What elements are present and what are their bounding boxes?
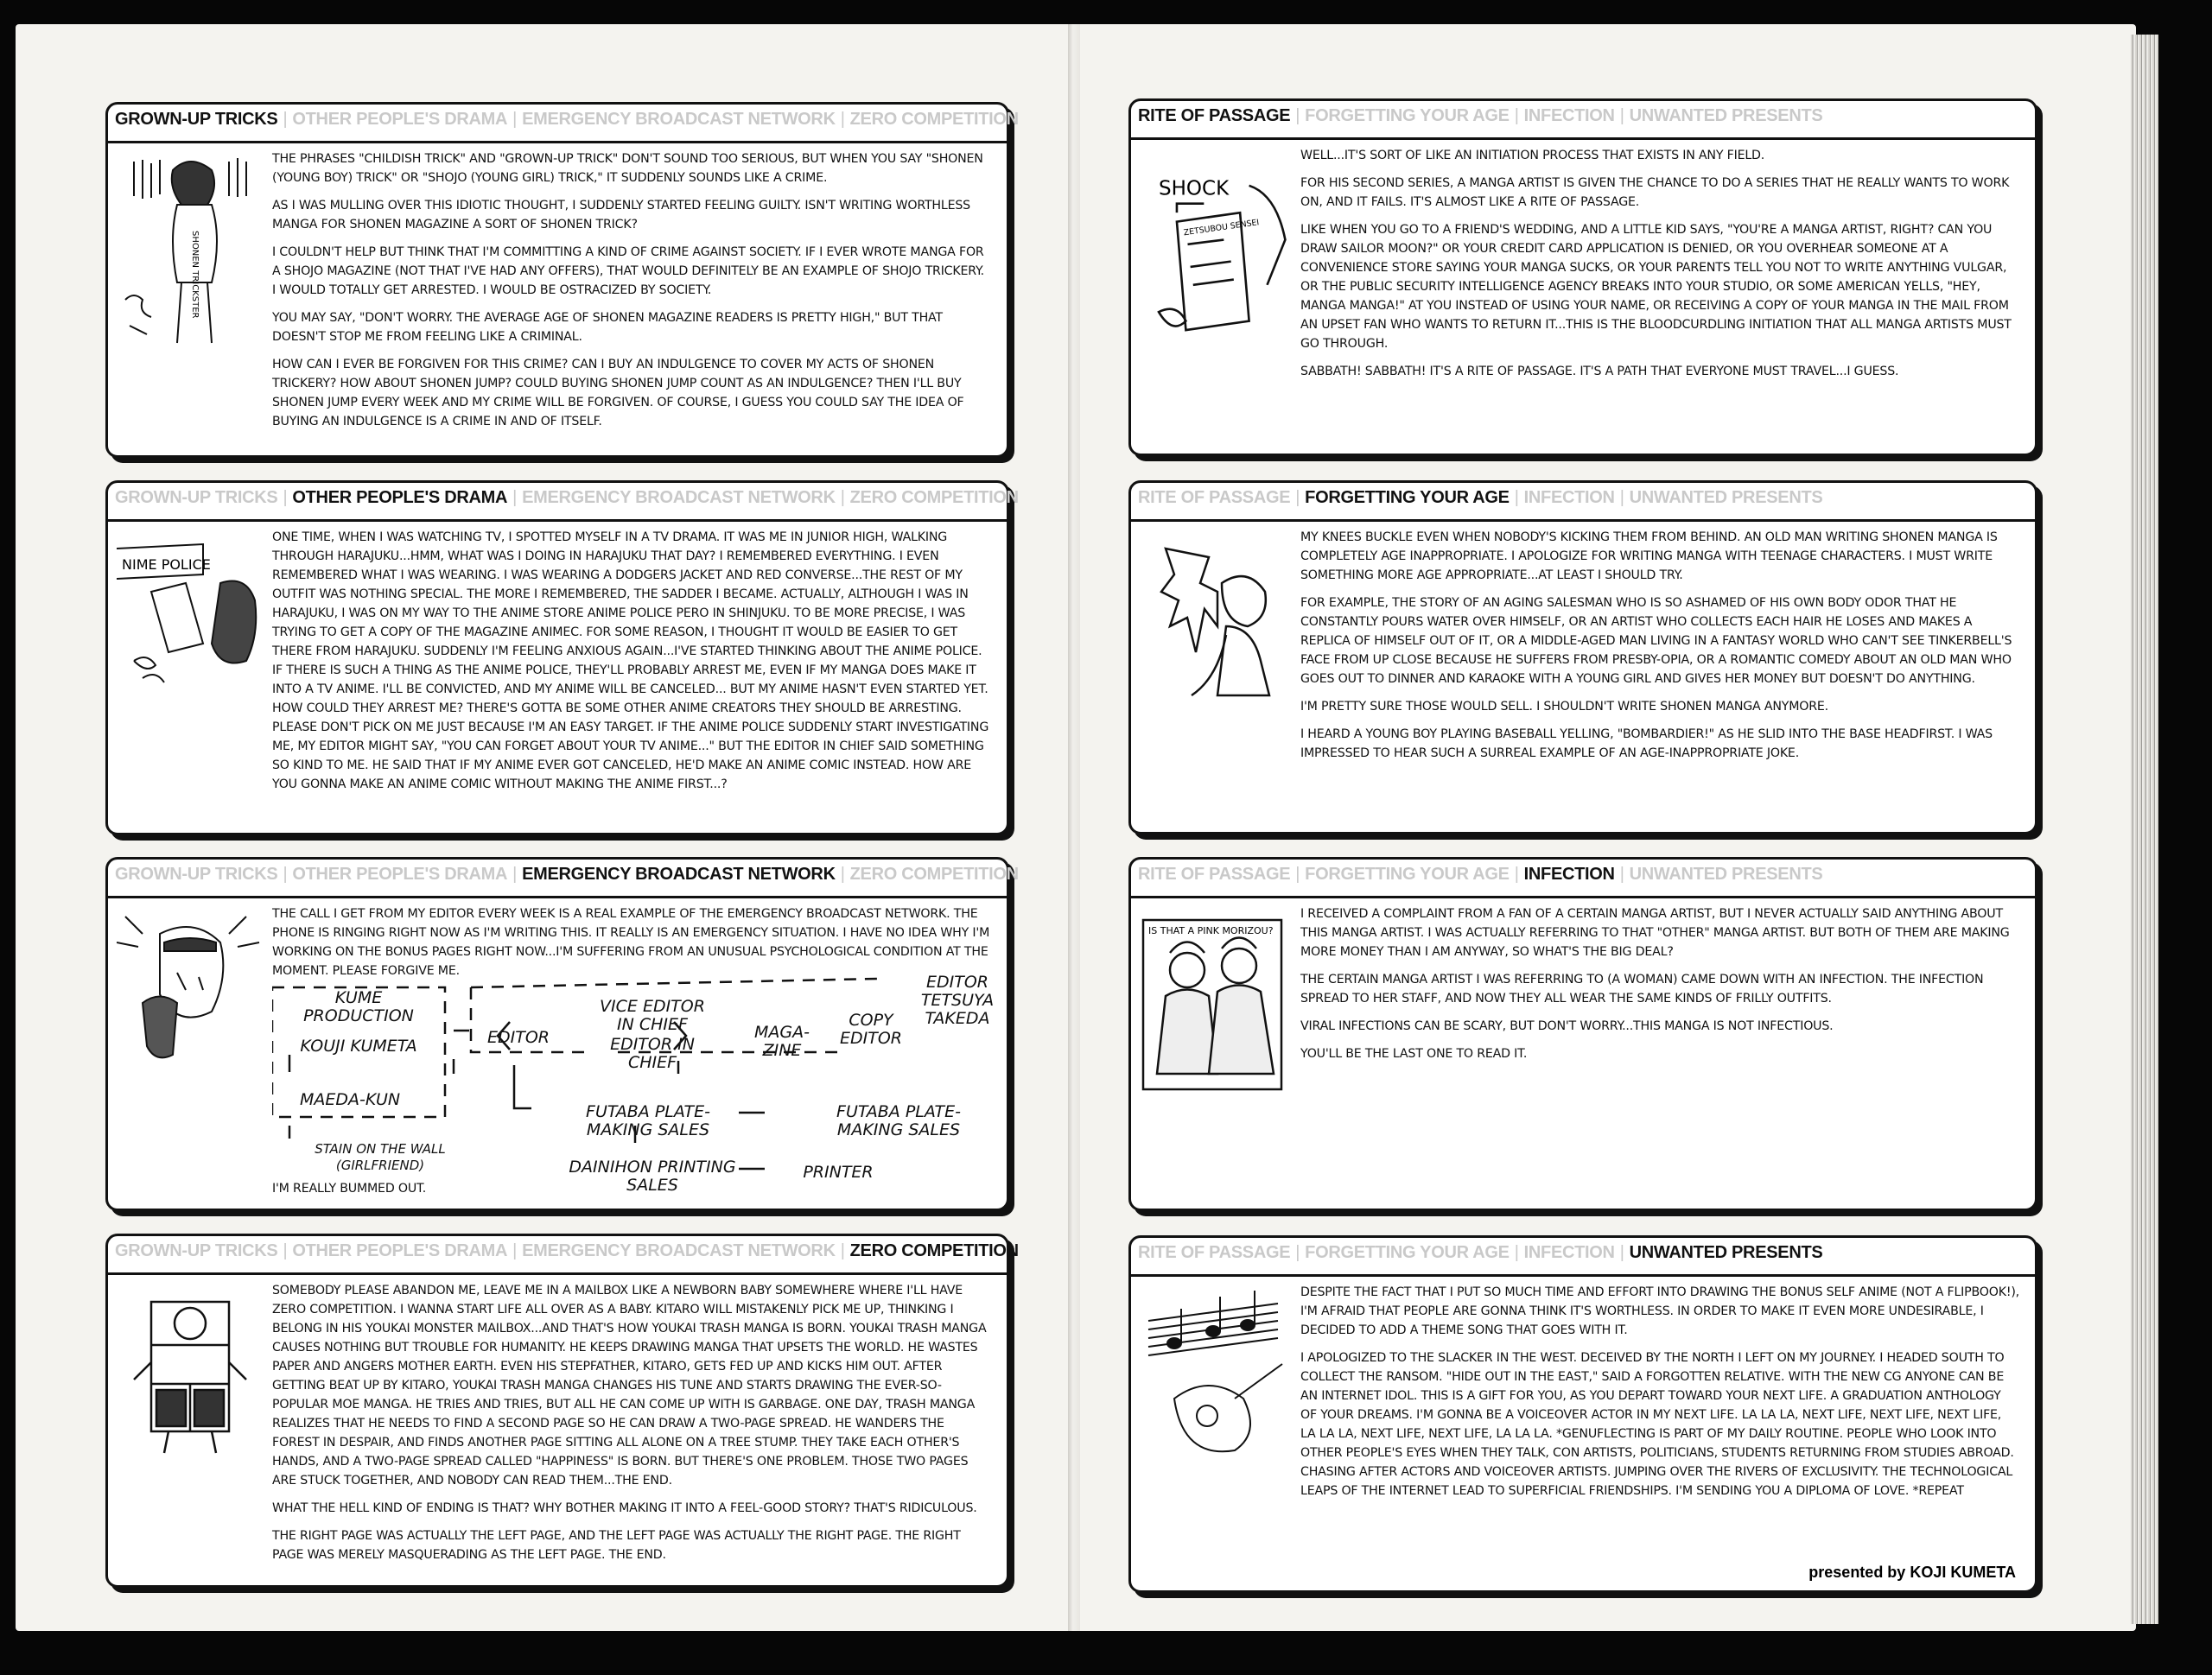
paragraph: AS I WAS MULLING OVER THIS IDIOTIC THOUGHT, I SUDDENLY STARTED FEELING GUILTY. ISN'T WRITING WORTHLESS MANGA FOR SHONEN MAGAZINE A SORT OF SHONEN TRICK? xyxy=(272,199,970,232)
paragraph: I HEARD A YOUNG BOY PLAYING BASEBALL YELLING, "BOMBARDIER!" AS HE SLID INTO THE BASE HEADFIRST. I WAS IMPRESSED TO HEAR SUCH A SURREAL EXAMPLE OF AN AGE-INAPPROPRIATE JOKE. xyxy=(1300,727,1993,760)
tab-grown-up-tricks: GROWN-UP TRICKS xyxy=(115,110,278,129)
paragraph: THE CALL I GET FROM MY EDITOR EVERY WEEK IS A REAL EXAMPLE OF THE EMERGENCY BROADCAST NETWORK. THE PHONE IS RINGING RIGHT NOW AS I'M WRITING THIS. IT REALLY IS AN EMERGENCY SITUATION. I HAVE NO IDEA WHY I'M WORKING ON THE BONUS PAGES RIGHT NOW...I'M SUFFERING FROM AN UNUSUAL PSYCHOLOGICAL CONDITION AT THE MOMENT. PLEASE FORGIVE ME. xyxy=(272,907,990,978)
tab-forgetting-your-age: FORGETTING YOUR AGE xyxy=(1305,106,1510,125)
paragraph: VIRAL INFECTIONS CAN BE SCARY, BUT DON'T WORRY...THIS MANGA IS NOT INFECTIOUS. xyxy=(1300,1019,1834,1033)
tab-other-peoples-drama: OTHER PEOPLE'S DRAMA xyxy=(292,865,508,884)
panel-divider xyxy=(1131,137,2035,140)
page-edges xyxy=(2131,35,2158,1624)
infection-text xyxy=(1300,904,2019,1072)
tab-other-peoples-drama: OTHER PEOPLE'S DRAMA xyxy=(292,1241,508,1260)
panel-divider xyxy=(108,896,1007,898)
author-credit: presented by KOJI KUMETA xyxy=(1808,1564,2016,1581)
panel-other-peoples-drama xyxy=(105,480,1019,835)
panel-divider xyxy=(108,1272,1007,1275)
tab-grown-up-tricks: GROWN-UP TRICKS xyxy=(115,1241,278,1260)
org-editor-in-chief: EDITOR IN CHIEF xyxy=(610,1035,695,1072)
art-label-book: ZETSUBOU SENSEI xyxy=(1183,218,1260,238)
emergency-footer xyxy=(272,1179,618,1207)
guitar-music-illustration xyxy=(1140,1286,1287,1459)
other-peoples-drama-text xyxy=(272,528,991,803)
tab-emergency-broadcast-network: EMERGENCY BROADCAST NETWORK xyxy=(522,865,836,884)
tab-unwanted-presents: UNWANTED PRESENTS xyxy=(1629,106,1823,125)
tab-grown-up-tricks: GROWN-UP TRICKS xyxy=(115,488,278,507)
tab-emergency-broadcast-network: EMERGENCY BROADCAST NETWORK xyxy=(522,110,836,129)
paragraph: THE RIGHT PAGE WAS ACTUALLY THE LEFT PAGE, AND THE LEFT PAGE WAS ACTUALLY THE RIGHT PAGE. THE RIGHT PAGE WAS MERELY MASQUERADING AS THE LEFT PAGE. THE END. xyxy=(272,1529,961,1562)
tab-forgetting-your-age: FORGETTING YOUR AGE xyxy=(1305,488,1510,507)
paragraph: THE CERTAIN MANGA ARTIST I WAS REFERRING TO (A WOMAN) CAME DOWN WITH AN INFECTION. THE INFECTION SPREAD TO HER STAFF, AND NOW THEY ALL WEAR THE SAME KINDS OF FRILLY OUTFITS. xyxy=(1300,973,1984,1006)
tab-infection: INFECTION xyxy=(1523,1243,1615,1262)
tab-unwanted-presents: UNWANTED PRESENTS xyxy=(1629,865,1823,884)
paragraph: FOR EXAMPLE, THE STORY OF AN AGING SALESMAN WHO IS SO ASHAMED OF HIS OWN BODY ODOR THAT HE CONSTANTLY POURS WATER OVER HIMSELF, OR AN ARTIST WHO COLLECTS EACH HAIR HE LOSES AND MAKES A REPLICA OF HIMSELF OUT OF IT, OR A MIDDLE-AGED MAN LIVING IN A FANTASY WORLD WHO CAN'T SEE TINKERBELL'S FACE FROM UP CLOSE BECAUSE HE SUFFERS FROM PRESBY-OPIA, OR A ROMANTIC COMEDY ABOUT AN OLD MAN WHO GOES OUT TO DINNER AND KARAOKE WITH A YOUNG GIRL AND GIVES HER MONEY BUT DOESN'T DO ANYTHING. xyxy=(1300,596,2012,686)
panel-tab-bar: RITE OF PASSAGE | FORGETTING YOUR AGE | INFECTION | UNWANTED PRESENTS xyxy=(1138,1243,1823,1262)
panel-zero-competition xyxy=(105,1234,1019,1588)
forgetting-your-age-text xyxy=(1300,528,2019,771)
tab-rite-of-passage: RITE OF PASSAGE xyxy=(1138,488,1291,507)
shonen-trickster-illustration xyxy=(117,153,264,352)
panel-grown-up-tricks xyxy=(105,102,1019,458)
paragraph: YOU'LL BE THE LAST ONE TO READ IT. xyxy=(1300,1047,1528,1061)
panel-tab-bar: GROWN-UP TRICKS | OTHER PEOPLE'S DRAMA | EMERGENCY BROADCAST NETWORK | ZERO COMPETITION xyxy=(115,1241,1019,1260)
paragraph: SOMEBODY PLEASE ABANDON ME, LEAVE ME IN A MAILBOX LIKE A NEWBORN BABY SOMEWHERE WHERE I'LL HAVE ZERO COMPETITION. I WANNA START LIFE ALL OVER AS A BABY. KITARO WILL MISTAKENLY PICK ME UP, THINKING I BELONG IN HIS YOUKAI MONSTER MAILBOX...AND THAT'S HOW YOUKAI TRASH MANGA IS BORN. YOUKAI TRASH MANGA CAUSES NOTHING BUT TROUBLE FOR HUMANITY. HE KEEPS DRAWING MANGA THAT UPSETS THE WORLD. HE WASTES PAPER AND ANGERS MOTHER EARTH. EVEN HIS STEPFATHER, KITARO, GETS FED UP AND KICKS HIM OUT. AFTER GETTING BEAT UP BY KITARO, YOUKAI TRASH MANGA CHANGES HIS TUNE AND STARTS DRAWING THE EVER-SO-POPULAR MOE MANGA. HE TRIES AND TRIES, BUT ALL HE CAN COME UP WITH IS GARBAGE. ONE DAY, TRASH MANGA REALIZES THAT HE NEEDS TO FIND A SECOND PAGE SO HE CAN DRAW A TWO-PAGE SPREAD. HE WANDERS THE FOREST IN DESPAIR, AND FINDS ANOTHER PAGE SITTING ALL ALONE ON A TREE STUMP. THEY TAKE EACH OTHER'S HANDS, AND A TWO-PAGE SPREAD CALLED "HAPPINESS" IS BORN. BUT THERE'S ONE PROBLEM. THOSE TWO PAGES ARE STUCK TOGETHER, AND NOBODY CAN READ THEM...THE END. xyxy=(272,1284,987,1488)
panel-tab-bar: GROWN-UP TRICKS | OTHER PEOPLE'S DRAMA | EMERGENCY BROADCAST NETWORK | ZERO COMPETITION xyxy=(115,488,1019,507)
org-editor: EDITOR xyxy=(486,1028,550,1047)
org-stain-on-wall: STAIN ON THE WALL (GIRLFRIEND) xyxy=(315,1141,446,1173)
rite-of-passage-text xyxy=(1300,146,2019,390)
panel-tab-bar: RITE OF PASSAGE | FORGETTING YOUR AGE | INFECTION | UNWANTED PRESENTS xyxy=(1138,488,1823,507)
paragraph: LIKE WHEN YOU GO TO A FRIEND'S WEDDING, AND A LITTLE KID SAYS, "YOU'RE A MANGA ARTIST, RIGHT? CAN YOU DRAW SAILOR MOON?" OR YOUR CREDIT CARD APPLICATION IS DENIED, OR YOU OVERHEAR SOMEONE AT A CONVENIENCE STORE SAYING YOUR MANGA SUCKS, OR YOUR PARENTS TELL YOU NOT TO WRITE ANYTHING VULGAR, OR THE PUBLIC SECURITY INTELLIGENCE AGENCY BREAKS INTO YOUR STUDIO, OR SOME AMERICAN YELLS, "HEY, MANGA MANGA!" AT YOU INSTEAD OF USING YOUR NAME, OR RECEIVING A COPY OF YOUR MANGA IN THE MAIL FROM AN UPSET FAN WHO WANTS TO RETURN IT...THIS IS THE BLOODCURDLING INITIATION THAT ALL MANGA ARTISTS MUST GO THROUGH. xyxy=(1300,223,2012,351)
tab-forgetting-your-age: FORGETTING YOUR AGE xyxy=(1305,1243,1510,1262)
tab-rite-of-passage: RITE OF PASSAGE xyxy=(1138,865,1291,884)
tab-emergency-broadcast-network: EMERGENCY BROADCAST NETWORK xyxy=(522,1241,836,1260)
tab-other-peoples-drama: OTHER PEOPLE'S DRAMA xyxy=(292,110,508,129)
org-editor-tetsuya-takeda: EDITOR TETSUYA TAKEDA xyxy=(920,973,995,1028)
phone-call-illustration xyxy=(117,908,264,1081)
panel-forgetting-your-age xyxy=(1128,480,2037,834)
tab-rite-of-passage: RITE OF PASSAGE xyxy=(1138,1243,1291,1262)
panel-rite-of-passage xyxy=(1128,98,2037,456)
anime-police-illustration xyxy=(117,531,264,704)
tab-zero-competition: ZERO COMPETITION xyxy=(849,865,1019,884)
paragraph: I'M PRETTY SURE THOSE WOULD SELL. I SHOULDN'T WRITE SHONEN MANGA ANYMORE. xyxy=(1300,700,1828,714)
org-dainihon-printing: DAINIHON PRINTING SALES xyxy=(569,1158,736,1195)
grown-up-tricks-text xyxy=(272,149,991,440)
art-label: SHONEN TRICKSTER xyxy=(190,231,200,319)
frilly-outfits-illustration xyxy=(1140,918,1287,1091)
tab-infection: INFECTION xyxy=(1523,865,1615,884)
panel-divider xyxy=(108,519,1007,522)
tab-zero-competition: ZERO COMPETITION xyxy=(849,1241,1019,1260)
shock-illustration xyxy=(1140,149,1295,348)
panel-divider xyxy=(1131,896,2035,898)
paragraph: I APOLOGIZED TO THE SLACKER IN THE WEST. DECEIVED BY THE NORTH I LEFT ON MY JOURNEY. I HEADED SOUTH TO COLLECT THE RANSOM. "HIDE OUT IN THE EAST," SAID A FORGOTTEN RELATIVE. WITH THE NEW CG ANYONE CAN BE AN INTERNET IDOL. THIS IS A GIFT FOR YOU, AS YOU DEPART TOWARD YOUR NEXT LIFE. A GRADUATION ANTHOLOGY OF YOUR DREAMS. I'M GONNA BE A VOICEOVER ACTOR IN MY NEXT LIFE. LA LA LA, NEXT LIFE, NEXT LIFE, NEXT LIFE, LA LA LA, NEXT LIFE, NEXT LIFE, LA LA LA. *GENUFLECTING IS PART OF MY DAILY ROUTINE. PEOPLE WHO LOOK INTO OTHER PEOPLE'S EYES WHEN THEY TALK, CON ARTISTS, POLITICIANS, STUDENTS RETURNING FROM STUDIES ABROAD. CHASING AFTER ACTORS AND VOICEOVER ARTISTS. JUMPING OVER THE RIVERS OF EXCLUSIVITY. THE TECHNOLOGICAL LEAPS OF THE INTERNET LEAD TO SUPERFICIAL FRIENDSHIPS. I'M SENDING YOU A DIPLOMA OF LOVE. *REPEAT xyxy=(1300,1351,2014,1498)
footer-text: I'M REALLY BUMMED OUT. xyxy=(272,1182,427,1196)
panel-divider xyxy=(1131,1274,2035,1277)
org-futaba-plate-making-2: FUTABA PLATE- MAKING SALES xyxy=(836,1102,961,1139)
art-label: IS THAT A PINK MORIZOU? xyxy=(1148,925,1274,936)
old-man-illustration xyxy=(1140,531,1287,704)
paragraph: ONE TIME, WHEN I WAS WATCHING TV, I SPOTTED MYSELF IN A TV DRAMA. IT WAS ME IN JUNIOR HIGH, WALKING THROUGH HARAJUKU...HMM, WHAT WAS I DOING IN HARAJUKU THAT DAY? I REMEMBERED EVERYTHING. I EVEN REMEMBERED WHAT I WAS WEARING. I WAS WEARING A DODGERS JACKET AND RED CONVERSE...THE REST OF MY OUTFIT WAS NOTHING SPECIAL. THE MORE I REMEMBERED, THE SADDER I BECAME. ACTUALLY, ALTHOUGH I WAS IN HARAJUKU, I WAS ON MY WAY TO THE ANIME STORE ANIME POLICE PERO IN SHINJUKU. TO BE MORE PRECISE, I WAS TRYING TO GET A COPY OF THE MAGAZINE ANIMEC. FOR SOME REASON, I THOUGHT IT WOULD BE EASIER TO GET THERE FROM HARAJUKU. SUDDENLY I'M FEELING ANXIOUS AGAIN...I'VE STARTED THINKING ABOUT THE ANIME POLICE. IF THERE IS SUCH A THING AS THE ANIME POLICE, THEY'LL PROBABLY ARREST ME, EVEN IF MY MANGA DOES MAKE IT INTO A TV ANIME. I'LL BE CONVICTED, AND MY ANIME WILL BE CANCELED... BUT MY ANIME HASN'T EVEN STARTED YET. HOW COULD THEY ARREST ME? THERE'S GOTTA BE SOME OTHER ANIME CREATORS THEY SHOULD BE ARRESTING. PLEASE DON'T PICK ON ME JUST BECAUSE I'M AN EASY TARGET. IF THE ANIME POLICE SUDDENLY START INVESTIGATING ME, MY EDITOR MIGHT SAY, "YOU CAN FORGET ABOUT YOUR TV ANIME..." BUT THE EDITOR IN CHIEF SAID SOMETHING SO KIND TO ME. HE SAID THAT IF MY ANIME EVER GOT CANCELED, HE'D MAKE AN ANIME COMIC INSTEAD. HOW ARE YOU GONNA MAKE AN ANIME COMIC WITHOUT MAKING THE ANIME FIRST...? xyxy=(272,530,989,791)
tab-zero-competition: ZERO COMPETITION xyxy=(849,110,1019,129)
tab-unwanted-presents: UNWANTED PRESENTS xyxy=(1629,488,1823,507)
paragraph: WELL...IT'S SORT OF LIKE AN INITIATION PROCESS THAT EXISTS IN ANY FIELD. xyxy=(1300,149,1765,162)
org-kume-production: KUME PRODUCTION xyxy=(303,988,414,1025)
unwanted-presents-text xyxy=(1300,1283,2019,1509)
book-gutter xyxy=(1068,24,1080,1631)
panel-tab-bar: RITE OF PASSAGE | FORGETTING YOUR AGE | INFECTION | UNWANTED PRESENTS xyxy=(1138,106,1823,125)
tab-infection: INFECTION xyxy=(1523,106,1615,125)
art-label: SHOCK xyxy=(1159,177,1230,200)
org-magazine: MAGA- ZINE xyxy=(754,1023,810,1060)
org-futaba-plate-making: FUTABA PLATE-MAKING SALES xyxy=(586,1102,710,1139)
trash-manga-illustration xyxy=(117,1285,264,1457)
panel-tab-bar: GROWN-UP TRICKS | OTHER PEOPLE'S DRAMA | EMERGENCY BROADCAST NETWORK | ZERO COMPETITION xyxy=(115,865,1019,884)
panel-divider xyxy=(108,141,1007,143)
paragraph: MY KNEES BUCKLE EVEN WHEN NOBODY'S KICKING THEM FROM BEHIND. AN OLD MAN WRITING SHONEN MANGA IS COMPLETELY AGE INAPPROPRIATE. I APOLOGIZE FOR WRITING MANGA WITH TEENAGE CHARACTERS. I MUST WRITE SOMETHING MORE AGE APPROPRIATE...AT LEAST I SHOULD TRY. xyxy=(1300,530,1998,582)
org-printer: PRINTER xyxy=(803,1163,874,1182)
panel-emergency-broadcast-network xyxy=(105,857,1019,1211)
tab-emergency-broadcast-network: EMERGENCY BROADCAST NETWORK xyxy=(522,488,836,507)
panel-infection xyxy=(1128,857,2037,1211)
tab-grown-up-tricks: GROWN-UP TRICKS xyxy=(115,865,278,884)
zero-competition-text xyxy=(272,1281,991,1573)
tab-rite-of-passage: RITE OF PASSAGE xyxy=(1138,106,1291,125)
tab-unwanted-presents: UNWANTED PRESENTS xyxy=(1629,1243,1823,1262)
org-vice-editor-in-chief: VICE EDITOR IN CHIEF xyxy=(600,997,705,1034)
panel-divider xyxy=(1131,519,2035,522)
paragraph: HOW CAN I EVER BE FORGIVEN FOR THIS CRIME? CAN I BUY AN INDULGENCE TO COVER MY ACTS OF SHONEN TRICKERY? HOW ABOUT SHONEN JUMP? COULD BUYING SHONEN JUMP COUNT AS AN INDULGENCE? THEN I'LL BUY SHONEN JUMP EVERY WEEK AND MY CRIME WILL BE FORGIVEN. OF COURSE, I GUESS YOU COULD SAY THE IDEA OF BUYING AN INDULGENCE IS A CRIME IN AND OF ITSELF. xyxy=(272,358,964,428)
paragraph: THE PHRASES "CHILDISH TRICK" AND "GROWN-UP TRICK" DON'T SOUND TOO SERIOUS, BUT WHEN YOU SAY "SHONEN (YOUNG BOY) TRICK" OR "SHOJO (YOUNG GIRL) TRICK," IT SUDDENLY SOUNDS LIKE A CRIME. xyxy=(272,152,983,185)
org-maeda-kun: MAEDA-KUN xyxy=(299,1090,401,1109)
paragraph: I COULDN'T HELP BUT THINK THAT I'M COMMITTING A KIND OF CRIME AGAINST SOCIETY. IF I EVER WROTE MANGA FOR A SHOJO MAGAZINE (NOT THAT I'VE HAD ANY OFFERS), THAT WOULD DEFINITELY BE AN EXAMPLE OF SHOJO TRICKERY. I WOULD TOTALLY GET ARRESTED. I WOULD BE OSTRACIZED BY SOCIETY. xyxy=(272,245,984,297)
tab-zero-competition: ZERO COMPETITION xyxy=(849,488,1019,507)
paragraph: YOU MAY SAY, "DON'T WORRY. THE AVERAGE AGE OF SHONEN MAGAZINE READERS IS PRETTY HIGH," BUT THAT DOESN'T STOP ME FROM FEELING LIKE A CRIMINAL. xyxy=(272,311,943,344)
tab-infection: INFECTION xyxy=(1523,488,1615,507)
art-label: NIME POLICE xyxy=(122,556,211,573)
paragraph: SABBATH! SABBATH! IT'S A RITE OF PASSAGE. IT'S A PATH THAT EVERYONE MUST TRAVEL...I GUESS. xyxy=(1300,365,1899,378)
org-copy-editor: COPY EDITOR xyxy=(839,1011,902,1048)
paragraph: DESPITE THE FACT THAT I PUT SO MUCH TIME AND EFFORT INTO DRAWING THE BONUS SELF ANIME (NOT A FLIPBOOK!), I'M AFRAID THAT PEOPLE ARE GONNA THINK IT'S WORTHLESS. IN ORDER TO MAKE IT EVEN MORE UNDESIRABLE, I DECIDED TO ADD A THEME SONG THAT GOES WITH IT. xyxy=(1300,1285,2019,1337)
tab-other-peoples-drama: OTHER PEOPLE'S DRAMA xyxy=(292,488,508,507)
panel-unwanted-presents xyxy=(1128,1235,2037,1593)
panel-tab-bar: GROWN-UP TRICKS | OTHER PEOPLE'S DRAMA | EMERGENCY BROADCAST NETWORK | ZERO COMPETITION xyxy=(115,110,1019,129)
paragraph: WHAT THE HELL KIND OF ENDING IS THAT? WHY BOTHER MAKING IT INTO A FEEL-GOOD STORY? THAT'S RIDICULOUS. xyxy=(272,1501,977,1515)
paragraph: I RECEIVED A COMPLAINT FROM A FAN OF A CERTAIN MANGA ARTIST, BUT I NEVER ACTUALLY SAID ANYTHING ABOUT THIS MANGA ARTIST. I WAS ACTUALLY REFERRING TO THAT "OTHER" MANGA ARTIST. BUT BOTH OF THEM ARE MAKING MORE MONEY THAN I AM ANYWAY, SO WHAT'S THE BIG DEAL? xyxy=(1300,907,2010,959)
org-kouji-kumeta: KOUJI KUMETA xyxy=(300,1037,417,1056)
paragraph: FOR HIS SECOND SERIES, A MANGA ARTIST IS GIVEN THE CHANCE TO DO A SERIES THAT HE REALLY WANTS TO WORK ON, AND IT FAILS. IT'S ALMOST LIKE A RITE OF PASSAGE. xyxy=(1300,176,2010,209)
panel-tab-bar: RITE OF PASSAGE | FORGETTING YOUR AGE | INFECTION | UNWANTED PRESENTS xyxy=(1138,865,1823,884)
tab-forgetting-your-age: FORGETTING YOUR AGE xyxy=(1305,865,1510,884)
